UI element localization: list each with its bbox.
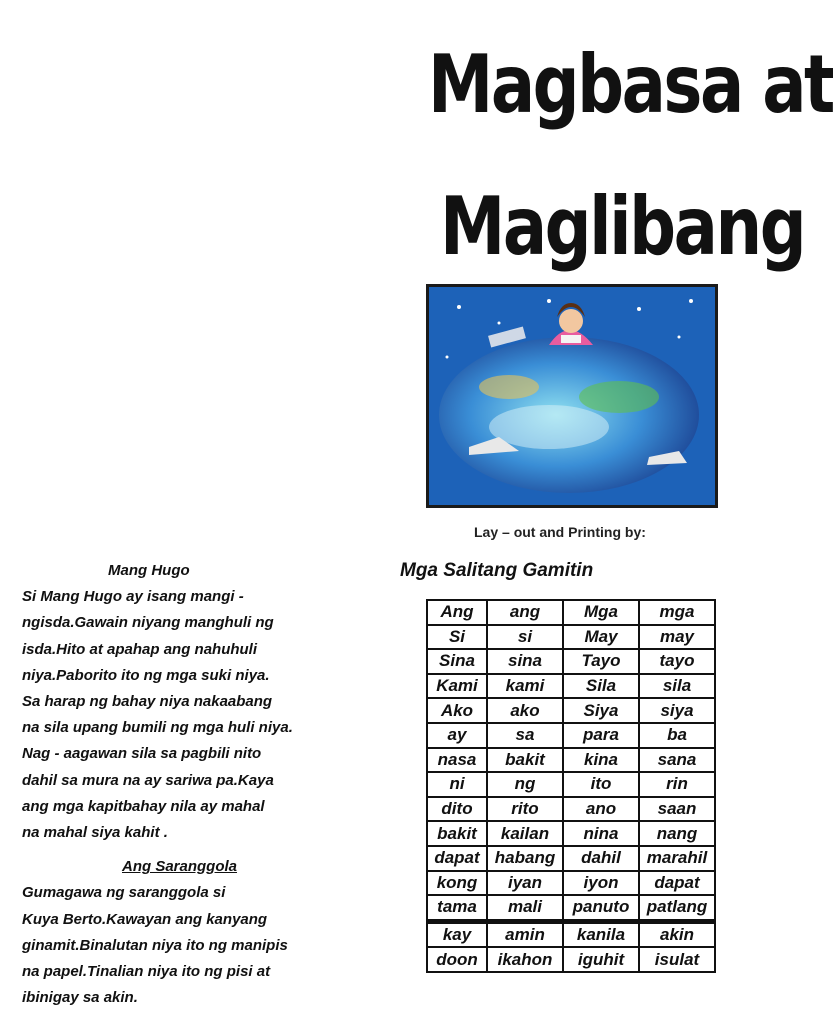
word-cell: marahil	[639, 846, 715, 871]
word-cell: dapat	[639, 871, 715, 896]
word-cell: saan	[639, 797, 715, 822]
word-cell: Tayo	[563, 649, 639, 674]
story-line: niya.Paborito ito ng mga suki niya.	[22, 666, 270, 684]
word-cell: Kami	[427, 674, 487, 699]
story-column	[22, 558, 342, 1011]
word-cell: para	[563, 723, 639, 748]
word-cell: kailan	[487, 821, 563, 846]
word-cell: mga	[639, 600, 715, 625]
word-row	[427, 921, 715, 947]
word-cell: akin	[639, 921, 715, 947]
word-cell: nang	[639, 821, 715, 846]
word-cell: kay	[427, 921, 487, 947]
word-cell: nasa	[427, 748, 487, 773]
word-cell: rin	[639, 772, 715, 797]
title-line-2: Maglibang	[440, 180, 805, 273]
word-row	[427, 674, 715, 699]
word-cell: Sina	[427, 649, 487, 674]
word-row	[427, 895, 715, 921]
word-cell: Si	[427, 625, 487, 650]
word-list-title: Mga Salitang Gamitin	[400, 560, 594, 581]
cover-illustration	[426, 284, 718, 508]
word-cell: kong	[427, 871, 487, 896]
word-cell: sina	[487, 649, 563, 674]
word-cell: may	[639, 625, 715, 650]
story-line: Si Mang Hugo ay isang mangi -	[22, 588, 244, 606]
word-row	[427, 723, 715, 748]
word-cell: dito	[427, 797, 487, 822]
story-line: ngisda.Gawain niyang manghuli ng	[22, 614, 274, 632]
word-cell: dahil	[563, 846, 639, 871]
word-row	[427, 748, 715, 773]
word-table	[426, 599, 716, 973]
word-cell: ni	[427, 772, 487, 797]
word-cell: ang	[487, 600, 563, 625]
word-cell: Siya	[563, 698, 639, 723]
story-title-saranggola: Ang Saranggola	[122, 858, 238, 876]
word-cell: ano	[563, 797, 639, 822]
word-cell: si	[487, 625, 563, 650]
word-cell: patlang	[639, 895, 715, 921]
word-cell: ikahon	[487, 947, 563, 972]
word-cell: kami	[487, 674, 563, 699]
word-cell: ng	[487, 772, 563, 797]
word-row	[427, 821, 715, 846]
story-line: isda.Hito at apahap ang nahuhuli	[22, 640, 258, 658]
word-row	[427, 871, 715, 896]
word-cell: habang	[487, 846, 563, 871]
word-cell: rito	[487, 797, 563, 822]
word-cell: ba	[639, 723, 715, 748]
word-cell: May	[563, 625, 639, 650]
story-line: na sila upang bumili ng mga huli niya.	[22, 719, 293, 737]
word-cell: bakit	[487, 748, 563, 773]
word-cell: bakit	[427, 821, 487, 846]
word-cell: Ang	[427, 600, 487, 625]
story-line: Kuya Berto.Kawayan ang kanyang	[22, 910, 268, 928]
word-cell: isulat	[639, 947, 715, 972]
title-line-1: Magbasa at	[428, 38, 833, 131]
story-line: ibinigay sa akin.	[22, 989, 138, 1007]
word-cell: sila	[639, 674, 715, 699]
word-cell: tama	[427, 895, 487, 921]
story-line: na mahal siya kahit .	[22, 824, 168, 842]
story-line: dahil sa mura na ay sariwa pa.Kaya	[22, 771, 274, 789]
word-cell: ako	[487, 698, 563, 723]
word-row	[427, 600, 715, 625]
word-cell: ay	[427, 723, 487, 748]
word-cell: doon	[427, 947, 487, 972]
word-cell: Sila	[563, 674, 639, 699]
story-line: Sa harap ng bahay niya nakaabang	[22, 693, 273, 711]
word-row	[427, 772, 715, 797]
word-cell: tayo	[639, 649, 715, 674]
story-line: na papel.Tinalian niya ito ng pisi at	[22, 963, 271, 981]
word-cell: kanila	[563, 921, 639, 947]
word-cell: ito	[563, 772, 639, 797]
word-row	[427, 797, 715, 822]
word-cell: iguhit	[563, 947, 639, 972]
word-cell: dapat	[427, 846, 487, 871]
word-cell: siya	[639, 698, 715, 723]
word-row	[427, 698, 715, 723]
story-line: ang mga kapitbahay nila ay mahal	[22, 797, 265, 815]
word-cell: kina	[563, 748, 639, 773]
word-row	[427, 947, 715, 972]
story-line: Nag - aagawan sila sa pagbili nito	[22, 745, 262, 763]
word-cell: amin	[487, 921, 563, 947]
word-cell: iyon	[563, 871, 639, 896]
word-cell: iyan	[487, 871, 563, 896]
word-row	[427, 625, 715, 650]
story-title-mang-hugo: Mang Hugo	[108, 562, 190, 579]
credit-line: Lay – out and Printing by:	[474, 524, 646, 540]
word-cell: sa	[487, 723, 563, 748]
word-cell: Ako	[427, 698, 487, 723]
word-cell: nina	[563, 821, 639, 846]
word-cell: panuto	[563, 895, 639, 921]
story-line: ginamit.Binalutan niya ito ng manipis	[22, 936, 288, 954]
word-cell: sana	[639, 748, 715, 773]
word-row	[427, 846, 715, 871]
word-cell: Mga	[563, 600, 639, 625]
word-row	[427, 649, 715, 674]
word-cell: mali	[487, 895, 563, 921]
story-line: Gumagawa ng saranggola si	[22, 884, 226, 902]
